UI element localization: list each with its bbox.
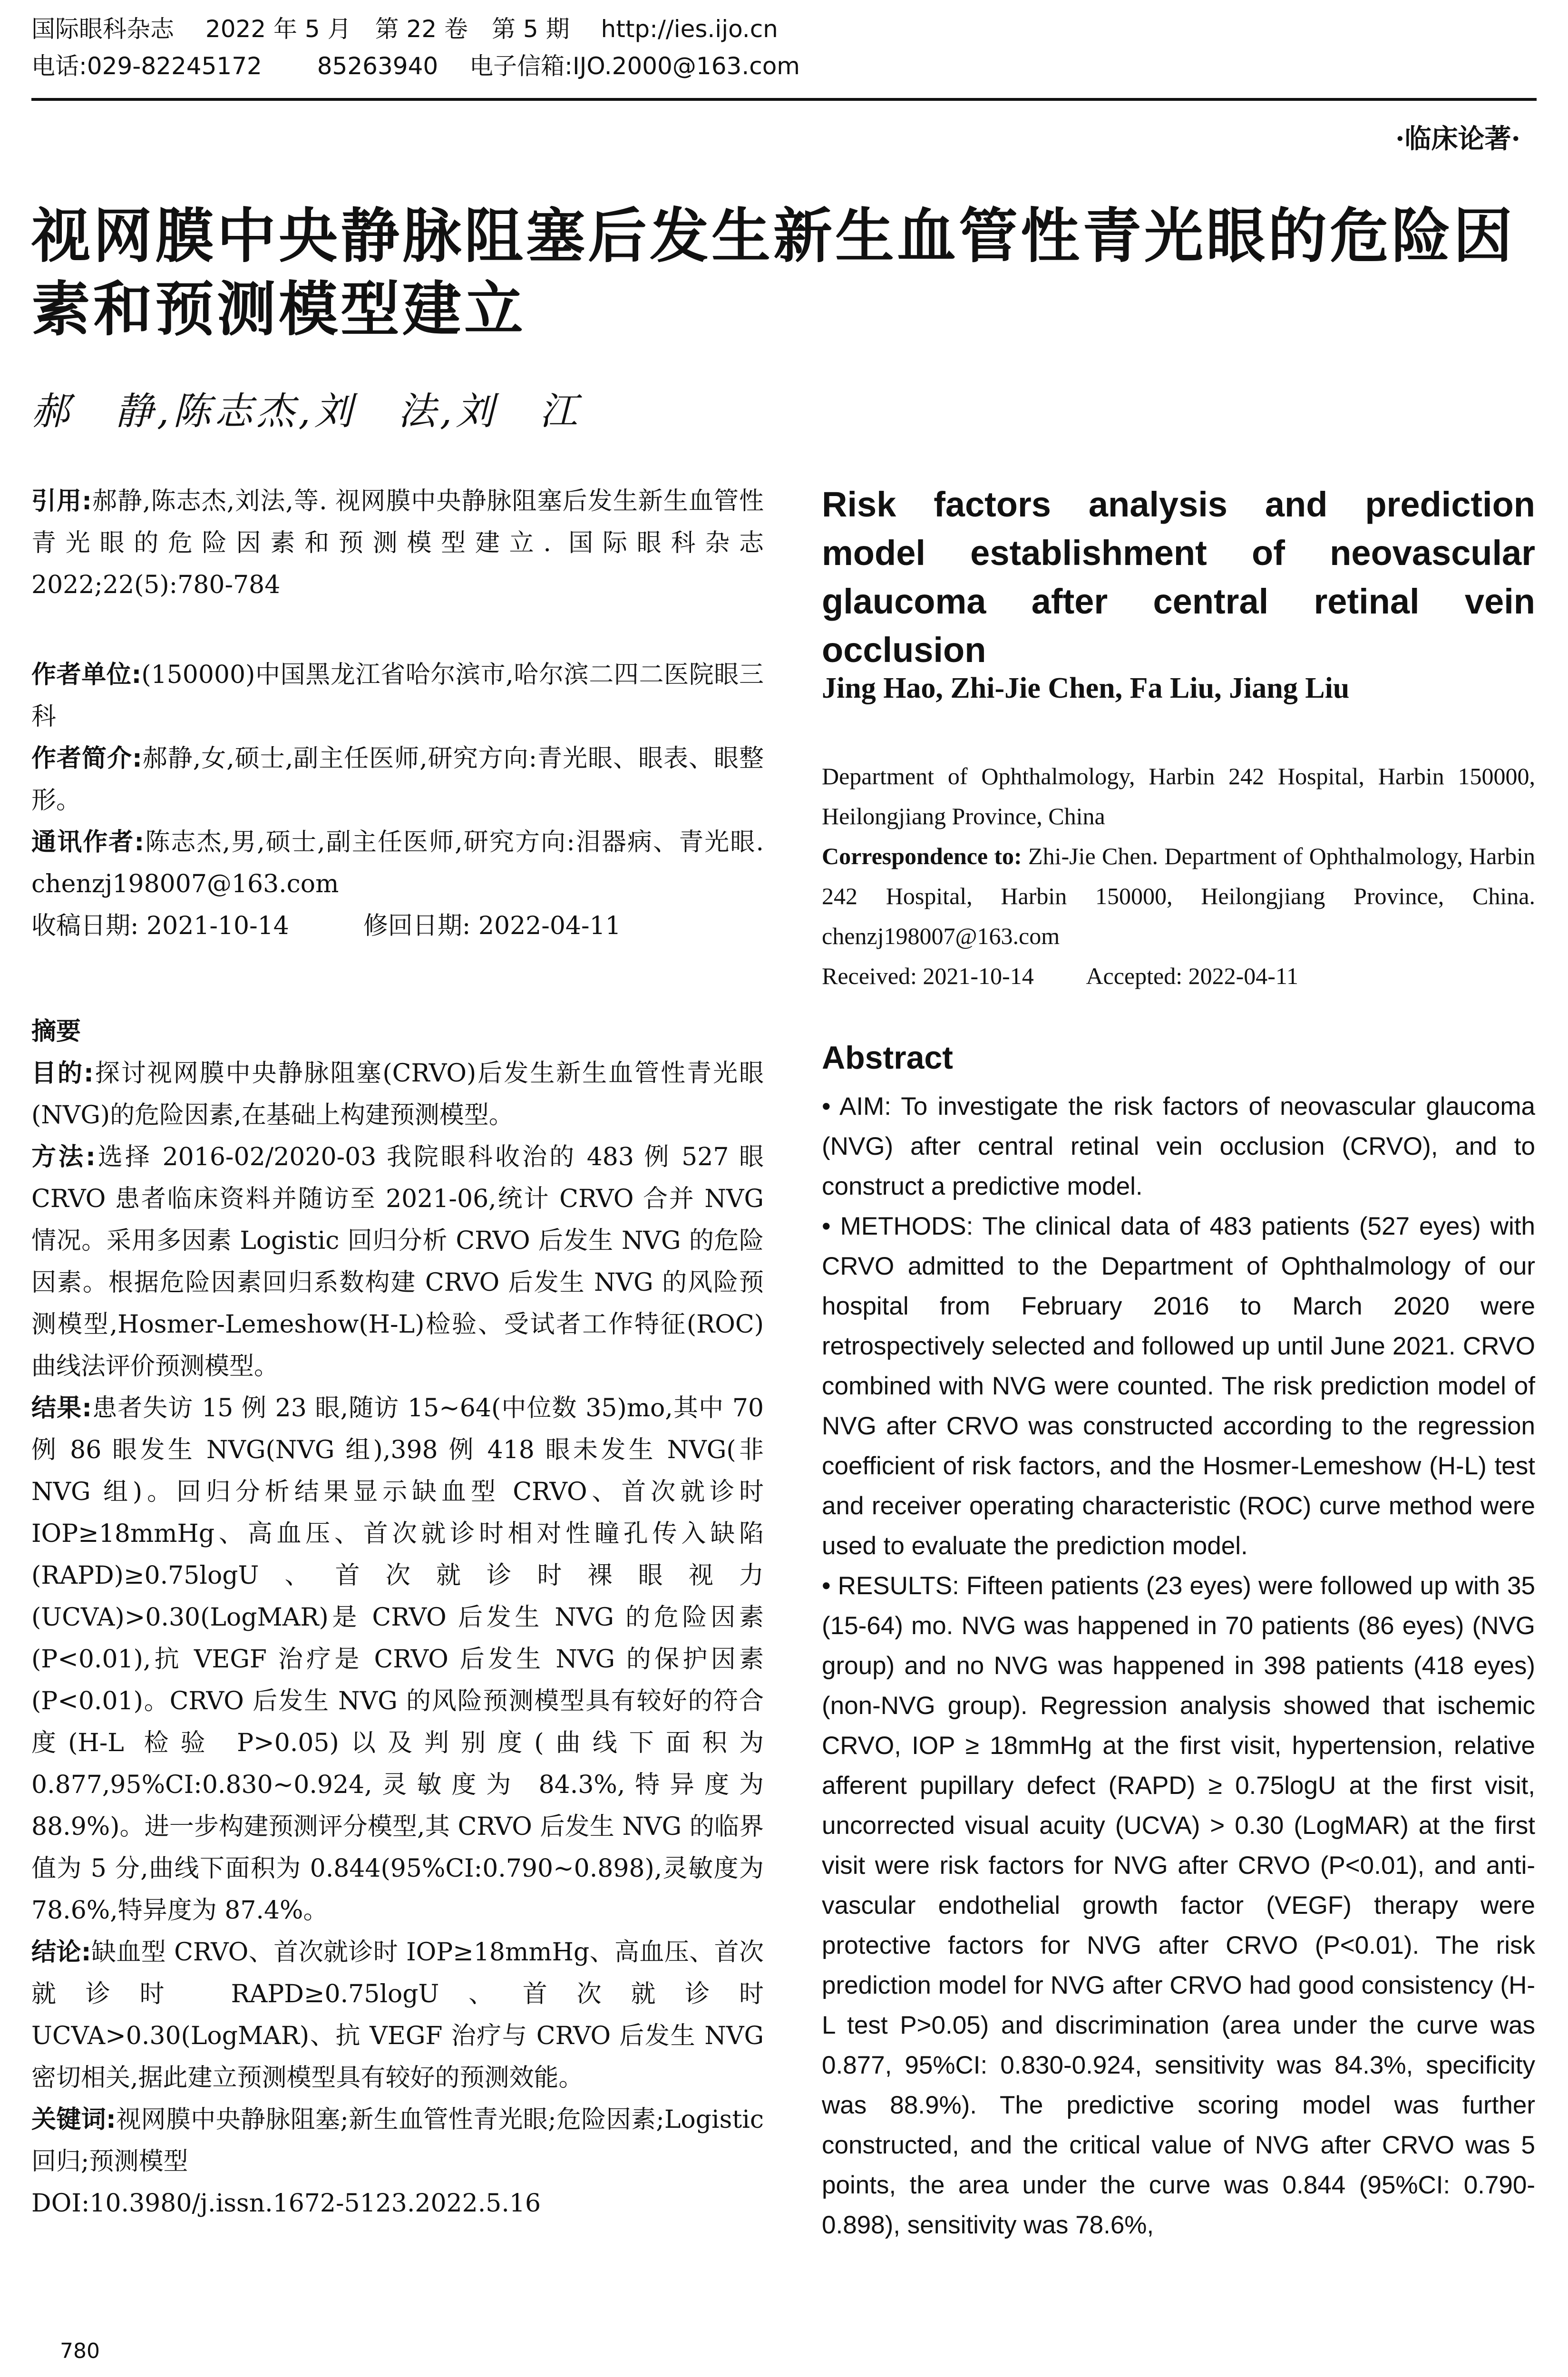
aim-label-cn: 目的:	[31, 1059, 94, 1088]
results-en: • RESULTS: Fifteen patients (23 eyes) were followed up with 35 (15-64) mo. NVG was happened in 70 patients (86 eyes) (NVG group) and no NVG was happened in 398 patients (418 eyes) (non-NVG group). Regression analysis showed that ischemic CRVO, IOP ≥ 18mmHg at the first visit, hypertension, relative afferent pupillary defect (RAPD) ≥ 0.75logU at the first visit, uncorrected visual acuity (UCVA) > 0.30 (LogMAR) at the first visit were risk factors for NVG after CRVO (P<0.01), and anti-vascular endothelial growth factor (VEGF) therapy were protective factors for NVG after CRVO (P<0.01). The risk prediction model for NVG after CRVO had good consistency (H-L test P>0.05) and discrimination (area under the curve was 0.877, 95%CI: 0.830-0.924, sensitivity was 84.3%, specificity was 88.9%). The predictive scoring model was further constructed, and the critical value of NVG after CRVO was 5 points, the area under the curve was 0.844 (95%CI: 0.790-0.898), sensitivity was 78.6%,	[822, 1572, 1535, 2239]
affiliation-block-en	[822, 756, 1535, 996]
dates-cn: 收稿日期: 2021-10-14 修回日期: 2022-04-11	[31, 912, 621, 940]
cite-label: 引用:	[31, 487, 92, 516]
methods-en: • METHODS: The clinical data of 483 patients (527 eyes) with CRVO admitted to the Department of Ophthalmology of our hospital from February 2016 to March 2020 were retrospectively selected and followed up until June 2021. CRVO combined with NVG were counted. The risk prediction model of NVG after CRVO was constructed according to the regression coefficient of risk factors, and the Hosmer-Lemeshow (H-L) test and receiver operating characteristic (ROC) curve method were used to evaluate the prediction model.	[822, 1212, 1535, 1560]
dates-en: Received: 2021-10-14 Accepted: 2022-04-11	[822, 963, 1299, 989]
article-title-cn: 视网膜中央静脉阻塞后发生新生血管性青光眼的危险因素和预测模型建立	[31, 202, 1516, 344]
aim-text-cn: 探讨视网膜中央静脉阻塞(CRVO)后发生新生血管性青光眼(NVG)的危险因素,在基础上构建预测模型。	[31, 1059, 764, 1130]
aim-en: • AIM: To investigate the risk factors of neovascular glaucoma (NVG) after central retinal vein occlusion (CRVO), and to construct a predictive model.	[822, 1092, 1535, 1200]
bio-label: 作者简介:	[31, 744, 142, 773]
conclusion-label-cn: 结论:	[31, 1938, 91, 1967]
corr-text-en: Zhi-Jie Chen. Department of Ophthalmology, Harbin 242 Hospital, Harbin 150000, Heilongjiang Province, China. chenzj198007@163.com	[822, 843, 1535, 949]
section-tag: ·临床论著·	[1395, 123, 1520, 155]
methods-label-cn: 方法:	[31, 1143, 96, 1171]
journal-header-line1: 国际眼科杂志 2022 年 5 月 第 22 卷 第 5 期 http://ies.ijo.cn	[31, 15, 778, 43]
abstract-head-cn: 摘要	[31, 1017, 81, 1046]
unit-label: 作者单位:	[31, 661, 142, 689]
results-label-cn: 结果:	[31, 1394, 92, 1422]
page-number: 780	[60, 2339, 100, 2363]
corr-label-cn: 通讯作者:	[31, 828, 145, 857]
citation-block	[31, 480, 764, 606]
article-title-en: Risk factors analysis and prediction model establishment of neovascular glaucoma after central retinal vein occlusion	[822, 485, 1535, 670]
affiliation-en: Department of Ophthalmology, Harbin 242 Hospital, Harbin 150000, Heilongjiang Province, China	[822, 763, 1535, 829]
keywords-text-cn: 视网膜中央静脉阻塞;新生血管性青光眼;危险因素;Logistic 回归;预测模型	[31, 2105, 764, 2176]
journal-header-line2: 电话:029-82245172 85263940 电子信箱:IJO.2000@163.com	[31, 52, 800, 80]
header-rule	[31, 98, 1537, 101]
methods-text-cn: 选择 2016-02/2020-03 我院眼科收治的 483 例 527 眼 CRVO 患者临床资料并随访至 2021-06,统计 CRVO 合并 NVG 情况。采用多因素 Logistic 回归分析 CRVO 后发生 NVG 的危险因素。根据危险因素回归系数构建 CRVO 后发生 NVG 的风险预测模型,Hosmer-Lemeshow(H-L)检验、受试者工作特征(ROC)曲线法评价预测模型。	[31, 1143, 764, 1381]
doi: DOI:10.3980/j.issn.1672-5123.2022.5.16	[31, 2189, 541, 2218]
abstract-head-en: Abstract	[822, 1040, 953, 1076]
unit-text: (150000)中国黑龙江省哈尔滨市,哈尔滨二四二医院眼三科	[31, 661, 764, 731]
corr-text-cn: 陈志杰,男,硕士,副主任医师,研究方向:泪器病、青光眼. chenzj198007@163.com	[31, 828, 764, 898]
bio-text: 郝静,女,硕士,副主任医师,研究方向:青光眼、眼表、眼整形。	[31, 744, 764, 815]
abstract-en	[822, 1087, 1535, 2245]
keywords-label-cn: 关键词:	[31, 2105, 116, 2134]
results-text-cn: 患者失访 15 例 23 眼,随访 15~64(中位数 35)mo,其中 70 例 86 眼发生 NVG(NVG 组),398 例 418 眼未发生 NVG(非 NVG 组)。回归分析结果显示缺血型 CRVO、首次就诊时 IOP≥18mmHg、高血压、首次就诊时相对性瞳孔传入缺陷(RAPD)≥0.75logU、首次就诊时裸眼视力(UCVA)>0.30(LogMAR)是 CRVO 后发生 NVG 的危险因素(P<0.01),抗 VEGF 治疗是 CRVO 后发生 NVG 的保护因素(P<0.01)。CRVO 后发生 NVG 的风险预测模型具有较好的符合度(H-L 检验 P>0.05)以及判别度(曲线下面积为 0.877,95%CI:0.830~0.924,灵敏度为 84.3%,特异度为 88.9%)。进一步构建预测评分模型,其 CRVO 后发生 NVG 的临界值为 5 分,曲线下面积为 0.844(95%CI:0.790~0.898),灵敏度为 78.6%,特异度为 87.4%。	[31, 1394, 764, 1925]
authors-en: Jing Hao, Zhi-Jie Chen, Fa Liu, Jiang Liu	[822, 672, 1350, 704]
cite-text: 郝静,陈志杰,刘法,等. 视网膜中央静脉阻塞后发生新生血管性青光眼的危险因素和预测模型建立. 国际眼科杂志 2022;22(5):780-784	[31, 487, 764, 599]
corr-label-en: Correspondence to:	[822, 843, 1022, 869]
author-info-block	[31, 654, 764, 947]
conclusion-text-cn: 缺血型 CRVO、首次就诊时 IOP≥18mmHg、高血压、首次就诊时 RAPD≥0.75logU、首次就诊时 UCVA>0.30(LogMAR)、抗 VEGF 治疗与 CRVO 后发生 NVG 密切相关,据此建立预测模型具有较好的预测效能。	[31, 1938, 764, 2092]
authors-cn: 郝 静,陈志杰,刘 法,刘 江	[31, 389, 582, 433]
abstract-cn	[31, 1011, 764, 2224]
